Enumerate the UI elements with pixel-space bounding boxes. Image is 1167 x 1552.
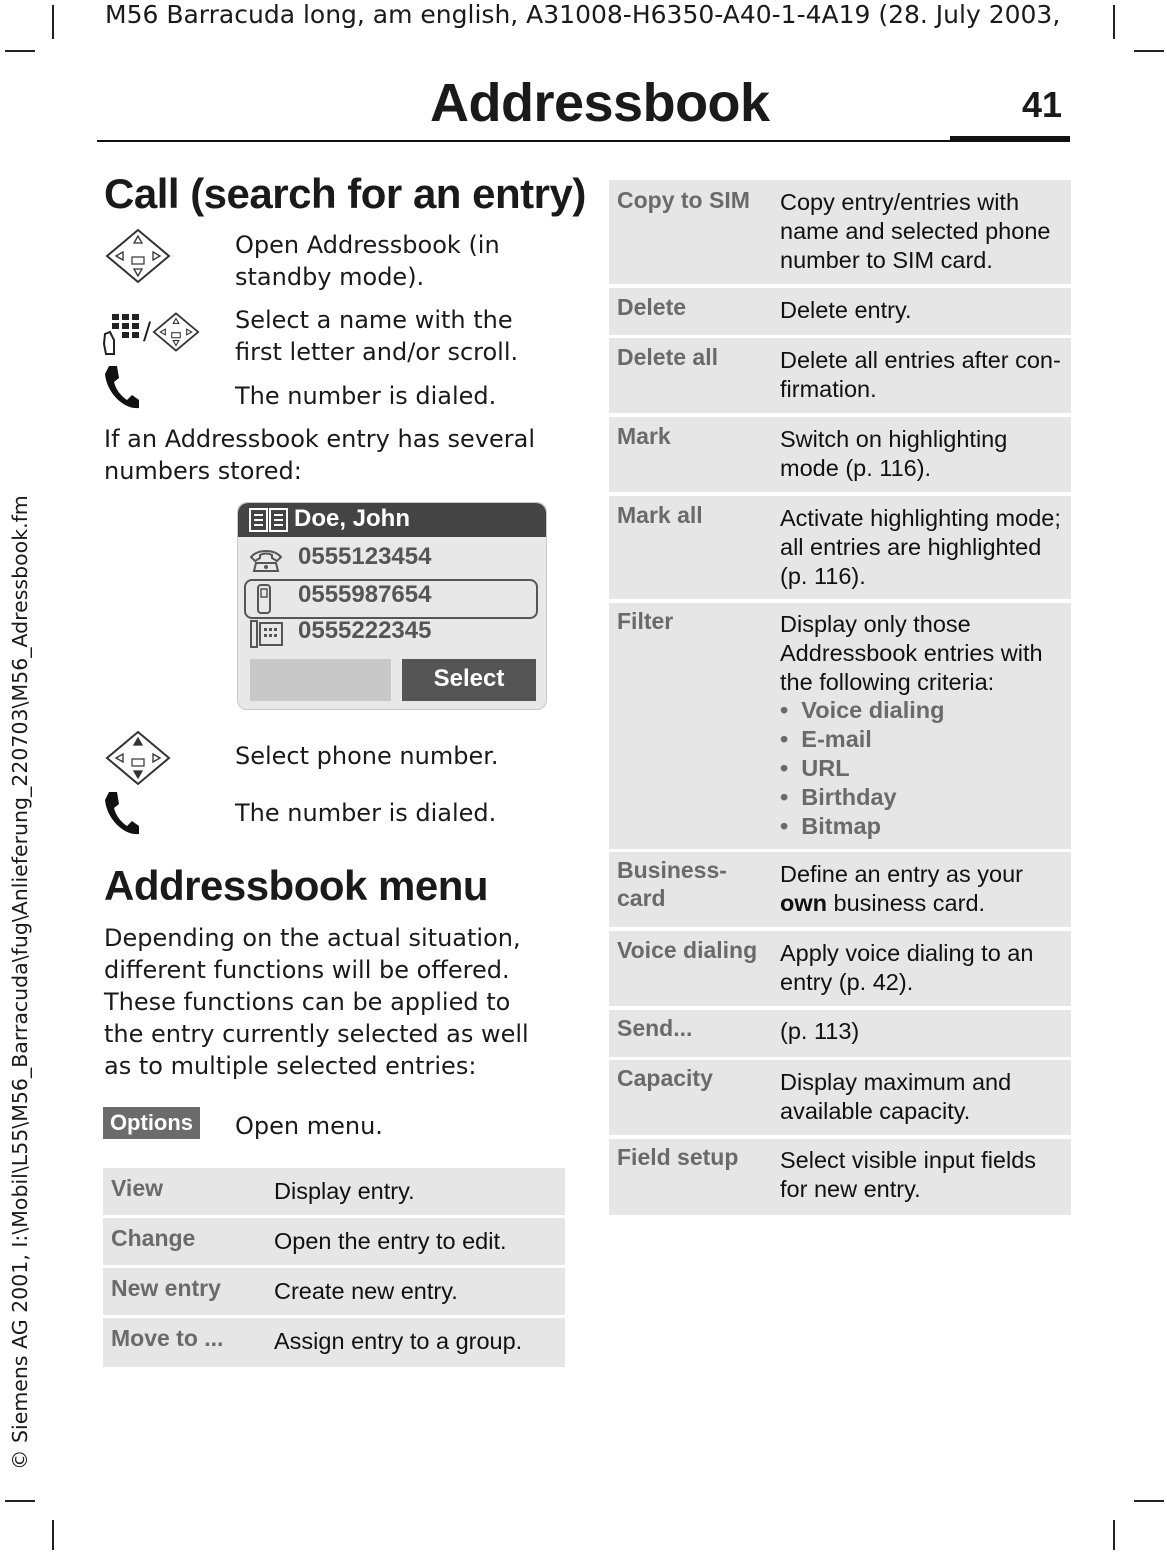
menu-item-label: Filter <box>617 608 674 634</box>
keypad-icon <box>102 310 144 358</box>
options-softkey[interactable]: Options <box>103 1107 200 1139</box>
menu-item-description: Copy entry/entries with name and selected phone number to SIM card. <box>780 189 1051 273</box>
step-open-addressbook: Open Addressbook (in standby mode). <box>235 231 500 291</box>
slash-separator: / <box>143 317 152 345</box>
menu-row-voice-dialing[interactable] <box>609 931 1071 1006</box>
step-select-phone-number: Select phone number. <box>235 742 499 770</box>
landline-phone-icon <box>248 547 284 573</box>
filter-criterion: • URL <box>780 755 850 781</box>
office-phone-icon <box>248 619 284 649</box>
running-header: M56 Barracuda long, am english, A31008-H6350-A40-1-4A19 (28. July 2003, <box>105 0 1061 29</box>
contact-card-icon <box>248 507 290 533</box>
menu-item-label: Capacity <box>617 1065 713 1091</box>
paragraph-menu-intro: Depending on the actual situation, different functions will be offered. These functions can be applied to the entry currently selected as well as to multiple selected entries: <box>104 924 529 1080</box>
section-heading-menu: Addressbook menu <box>104 862 489 909</box>
menu-item-label: View <box>111 1175 163 1201</box>
crop-mark <box>1113 1520 1115 1550</box>
step-select-name: Select a name with the first letter and/or scroll. <box>235 306 519 366</box>
paragraph-several-numbers: If an Addressbook entry has several numbers stored: <box>104 425 536 485</box>
menu-item-description: Delete all entries after con-firmation. <box>780 347 1061 402</box>
call-key-icon <box>103 790 141 838</box>
menu-item-description: Display maximum and available capacity. <box>780 1069 1012 1124</box>
crop-mark <box>5 50 35 52</box>
menu-row-change[interactable] <box>103 1218 565 1265</box>
step-number-dialed-2: The number is dialed. <box>235 799 497 827</box>
display-header <box>238 503 546 537</box>
crop-mark <box>52 5 54 39</box>
filter-criterion: • Bitmap <box>780 813 881 839</box>
page-number-rule <box>950 136 1070 142</box>
crop-mark <box>5 1500 35 1502</box>
phone-display <box>237 502 547 710</box>
menu-row-delete-all[interactable] <box>609 338 1071 413</box>
mobile-phone-icon <box>252 583 276 615</box>
menu-row-copy-to-sim[interactable] <box>609 180 1071 284</box>
title-rule <box>97 140 1070 142</box>
menu-item-label: Field setup <box>617 1144 739 1170</box>
contact-name: Doe, John <box>294 505 411 532</box>
menu-row-capacity[interactable] <box>609 1060 1071 1135</box>
crop-mark <box>1113 5 1115 39</box>
page-title: Addressbook <box>430 73 770 133</box>
menu-item-label: Voice dialing <box>617 937 758 963</box>
menu-item-description: (p. 113) <box>780 1018 860 1044</box>
navigation-key-icon <box>103 226 173 286</box>
crop-mark <box>52 1520 54 1550</box>
menu-item-label: Delete <box>617 294 687 320</box>
menu-row-delete[interactable] <box>609 288 1071 335</box>
menu-item-label: Send... <box>617 1015 693 1041</box>
call-key-icon <box>103 364 141 412</box>
number-row[interactable] <box>238 615 546 651</box>
menu-item-label: Mark all <box>617 502 703 528</box>
menu-row-filter[interactable] <box>609 603 1071 849</box>
number-row-selected[interactable] <box>244 579 538 619</box>
menu-row-mark-all[interactable] <box>609 496 1071 599</box>
menu-item-description: Switch on highlighting mode (p. 116). <box>780 426 1008 481</box>
menu-item-label: Move to ... <box>111 1325 224 1351</box>
filter-criterion: • E-mail <box>780 726 872 752</box>
phone-number: 0555222345 <box>298 617 432 644</box>
menu-row-new-entry[interactable] <box>103 1268 565 1315</box>
step-number-dialed: The number is dialed. <box>235 382 497 410</box>
filter-criterion: • Birthday <box>780 784 897 810</box>
menu-item-label: Delete all <box>617 344 718 370</box>
menu-row-send[interactable] <box>609 1010 1071 1057</box>
section-heading-call: Call (search for an entry) <box>104 170 586 217</box>
menu-item-description: Activate highlighting mode; all entries are highlighted (p. 116). <box>780 505 1061 589</box>
menu-item-description: Delete entry. <box>780 297 912 323</box>
menu-item-description: Display entry. <box>274 1178 415 1204</box>
phone-number: 0555123454 <box>298 543 432 570</box>
menu-item-description: Open the entry to edit. <box>274 1228 507 1254</box>
left-softkey[interactable] <box>250 659 391 701</box>
menu-item-label: Change <box>111 1225 196 1251</box>
navigation-key-icon <box>151 310 201 354</box>
menu-item-description: Define an entry as your own business card. <box>780 861 1023 916</box>
navigation-key-icon <box>103 728 173 788</box>
menu-item-description: Assign entry to a group. <box>274 1328 523 1354</box>
menu-row-mark[interactable] <box>609 417 1071 492</box>
options-description: Open menu. <box>235 1112 383 1140</box>
sidebar-file-path: © Siemens AG 2001, I:\Mobil\L55\M56_Barracuda\fug\Anlieferung_220703\M56_Adressbook.fm <box>8 495 32 1470</box>
page-number: 41 <box>1022 84 1063 125</box>
filter-criteria-list <box>780 696 945 841</box>
menu-item-label: New entry <box>111 1275 221 1301</box>
crop-mark <box>1134 50 1164 52</box>
menu-item-label: Business-card <box>617 857 727 911</box>
menu-row-business-card[interactable] <box>609 852 1071 927</box>
menu-row-move-to[interactable] <box>103 1318 565 1367</box>
menu-row-view[interactable] <box>103 1168 565 1215</box>
crop-mark <box>1134 1500 1164 1502</box>
menu-item-label: Mark <box>617 423 671 449</box>
menu-item-description: Apply voice dialing to an entry (p. 42). <box>780 940 1034 995</box>
menu-item-description: Display only those Addressbook entries with the following criteria: <box>780 611 1043 695</box>
select-softkey[interactable]: Select <box>402 659 536 701</box>
menu-item-description: Create new entry. <box>274 1278 458 1304</box>
menu-row-field-setup[interactable] <box>609 1139 1071 1215</box>
phone-number: 0555987654 <box>298 581 432 608</box>
number-row[interactable] <box>238 541 546 577</box>
menu-item-label: Copy to SIM <box>617 187 750 213</box>
filter-criterion: • Voice dialing <box>780 697 945 723</box>
menu-item-description: Select visible input fields for new entry. <box>780 1147 1037 1202</box>
